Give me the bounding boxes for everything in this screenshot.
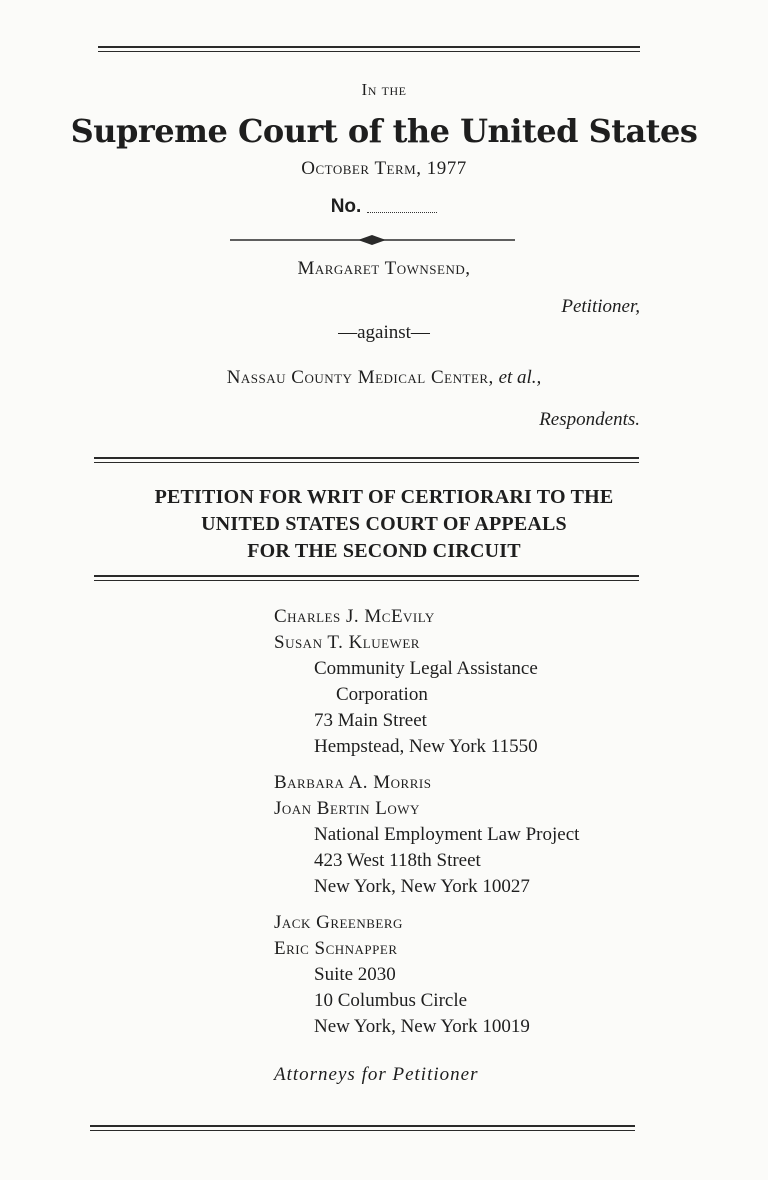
counsel-group [274, 910, 579, 1040]
petition-title-line: PETITION FOR WRIT OF CERTIORARI TO THE [154, 486, 614, 508]
attorneys-for-label: Attorneys for Petitioner [274, 1064, 479, 1085]
attorney-name: Jack Greenberg [274, 912, 403, 933]
respondent-name: Nassau County Medical Center, [226, 367, 494, 388]
street-address: 423 West 118th Street [314, 850, 481, 871]
ornament-divider [230, 232, 515, 248]
respondent-role: Respondents. [539, 409, 640, 430]
bottom-double-rule [90, 1125, 635, 1131]
counsel-group [274, 604, 579, 760]
middle-double-rule [94, 457, 639, 463]
street-address: 73 Main Street [314, 710, 427, 731]
suite: Suite 2030 [314, 964, 396, 985]
petition-title-line: FOR THE SECOND CIRCUIT [247, 540, 521, 562]
top-double-rule [98, 46, 640, 52]
city-address: New York, New York 10019 [314, 1016, 530, 1037]
attorney-name: Eric Schnapper [274, 938, 398, 959]
attorney-name: Joan Bertin Lowy [274, 798, 420, 819]
street-address: 10 Columbus Circle [314, 990, 468, 1011]
lower-double-rule [94, 575, 639, 581]
petition-title [0, 484, 768, 565]
organization: Community Legal Assistance [314, 658, 538, 679]
petition-title-line: UNITED STATES COURT OF APPEALS [201, 513, 567, 535]
respondent-line [0, 367, 768, 389]
docket-number-label: No. [330, 196, 362, 217]
respondent-etal: et al., [498, 367, 542, 388]
attorney-name: Barbara A. Morris [274, 772, 432, 793]
term-line: October Term, 1977 [301, 158, 467, 179]
counsel-block [274, 604, 579, 1050]
city-address: New York, New York 10027 [314, 876, 530, 897]
city-address: Hempstead, New York 11550 [314, 736, 538, 757]
petitioner-name: Margaret Townsend, [297, 258, 471, 279]
docket-number [0, 196, 768, 218]
docket-number-blank [367, 200, 437, 213]
court-title: Supreme Court of the United States [70, 112, 698, 150]
counsel-group [274, 770, 579, 900]
petitioner-role: Petitioner, [561, 296, 640, 317]
against-text: —against— [338, 322, 430, 343]
in-the-heading: In the [361, 80, 407, 99]
organization-cont: Corporation [336, 684, 428, 705]
organization: National Employment Law Project [314, 824, 580, 845]
attorney-name: Charles J. McEvily [274, 606, 435, 627]
attorney-name: Susan T. Kluewer [274, 632, 420, 653]
